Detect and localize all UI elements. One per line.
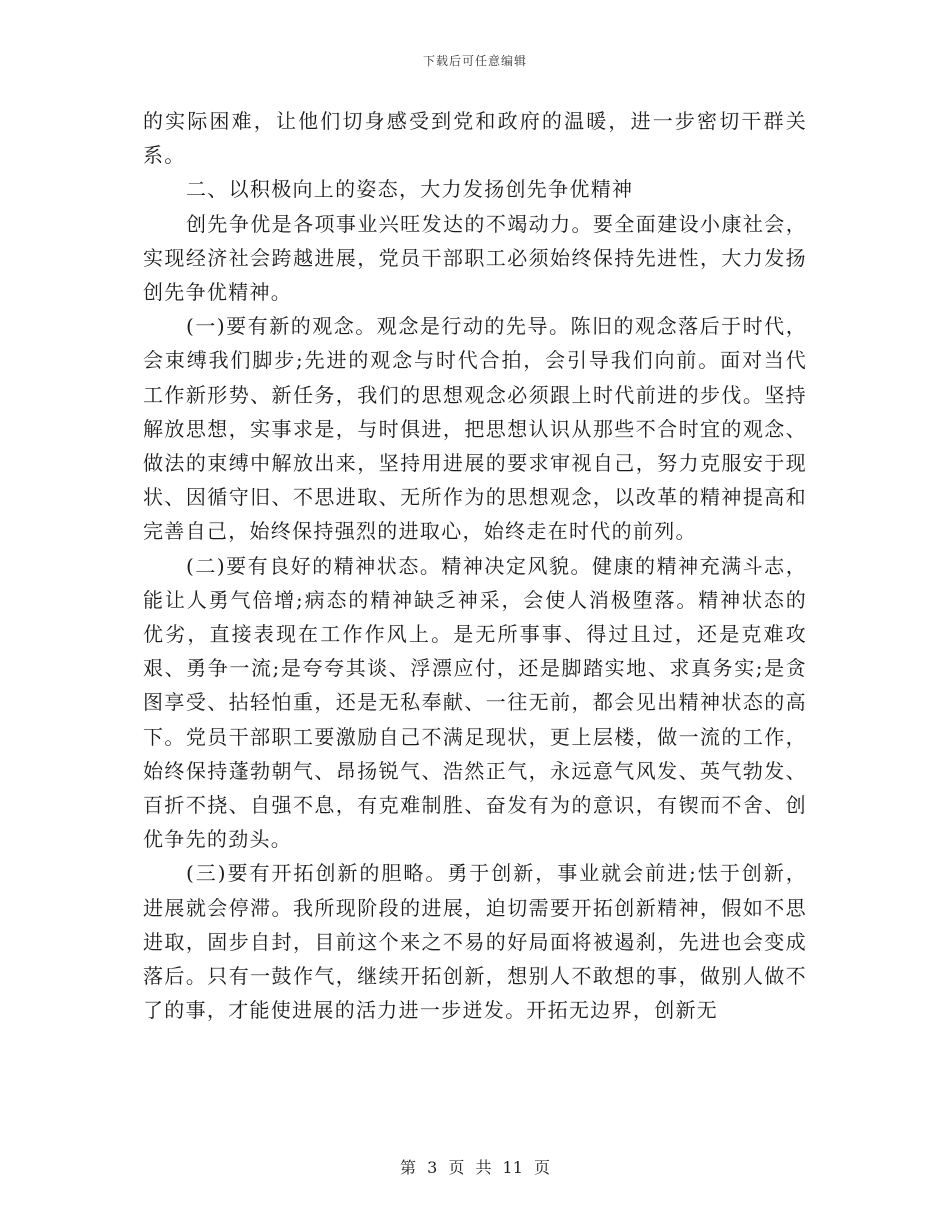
page-header: 下载后可任意编辑 [422, 54, 527, 68]
page-number: 第 3 页 共 11 页 [400, 1158, 550, 1177]
paragraph-spirit: (二)要有良好的精神状态。精神决定风貌。健康的精神充满斗志，能让人勇气倍增;病态的精神缺乏神采，会使人消极堕落。精神状态的优劣，直接表现在工作作风上。是无所事事、得过且过，还是克难攻艰、勇争一流;是夸夸其谈、浮漂应付，还是脚踏实地、求真务实;是贪图享受、拈轻怕重，还是无私奉献、一往无前，都会见出精神状态的高下。党员干部职工要激励自己不满足现状，更上层楼，做一流的工作，始终保持蓬勃朝气、昂扬锐气、浩然正气，永远意气风发、英气勃发、百折不挠、自强不息，有克难制胜、奋发有为的意识，有锲而不舍、创优争先的劲头。 [143, 553, 807, 852]
paragraph-new-ideas: (一)要有新的观念。观念是行动的先导。陈旧的观念落后于时代，会束缚我们脚步;先进的观念与时代合拍，会引导我们向前。面对当代工作新形势、新任务，我们的思想观念必须跟上时代前进的步伐。坚持解放思想，实事求是，与时俱进，把思想认识从那些不合时宜的观念、做法的束缚中解放出来，坚持用进展的要求审视自己，努力克服安于现状、因循守旧、不思进取、无所作为的思想观念，以改革的精神提高和完善自己，始终保持强烈的进取心，始终走在时代的前列。 [143, 314, 807, 544]
section-heading-2: 二、以积极向上的姿态，大力发扬创先争优精神 [186, 177, 634, 202]
paragraph-1: 的实际困难，让他们切身感受到党和政府的温暖，进一步密切干群关系。 [143, 109, 807, 168]
paragraph-innovation: (三)要有开拓创新的胆略。勇于创新，事业就会前进;怯于创新，进展就会停滞。我所现阶段的进展，迫切需要开拓创新精神，假如不思进取，固步自封，目前这个来之不易的好局面将被遏刹，先进也会变成落后。只有一鼓作气，继续开拓创新，想别人不敢想的事，做别人做不了的事，才能使进展的活力进一步迸发。开拓无边界，创新无 [143, 861, 807, 1023]
document-body [143, 104, 807, 1027]
paragraph-intro: 创先争优是各项事业兴旺发达的不竭动力。要全面建设小康社会，实现经济社会跨越进展，党员干部职工必须始终保持先进性，大力发扬创先争优精神。 [143, 211, 807, 305]
